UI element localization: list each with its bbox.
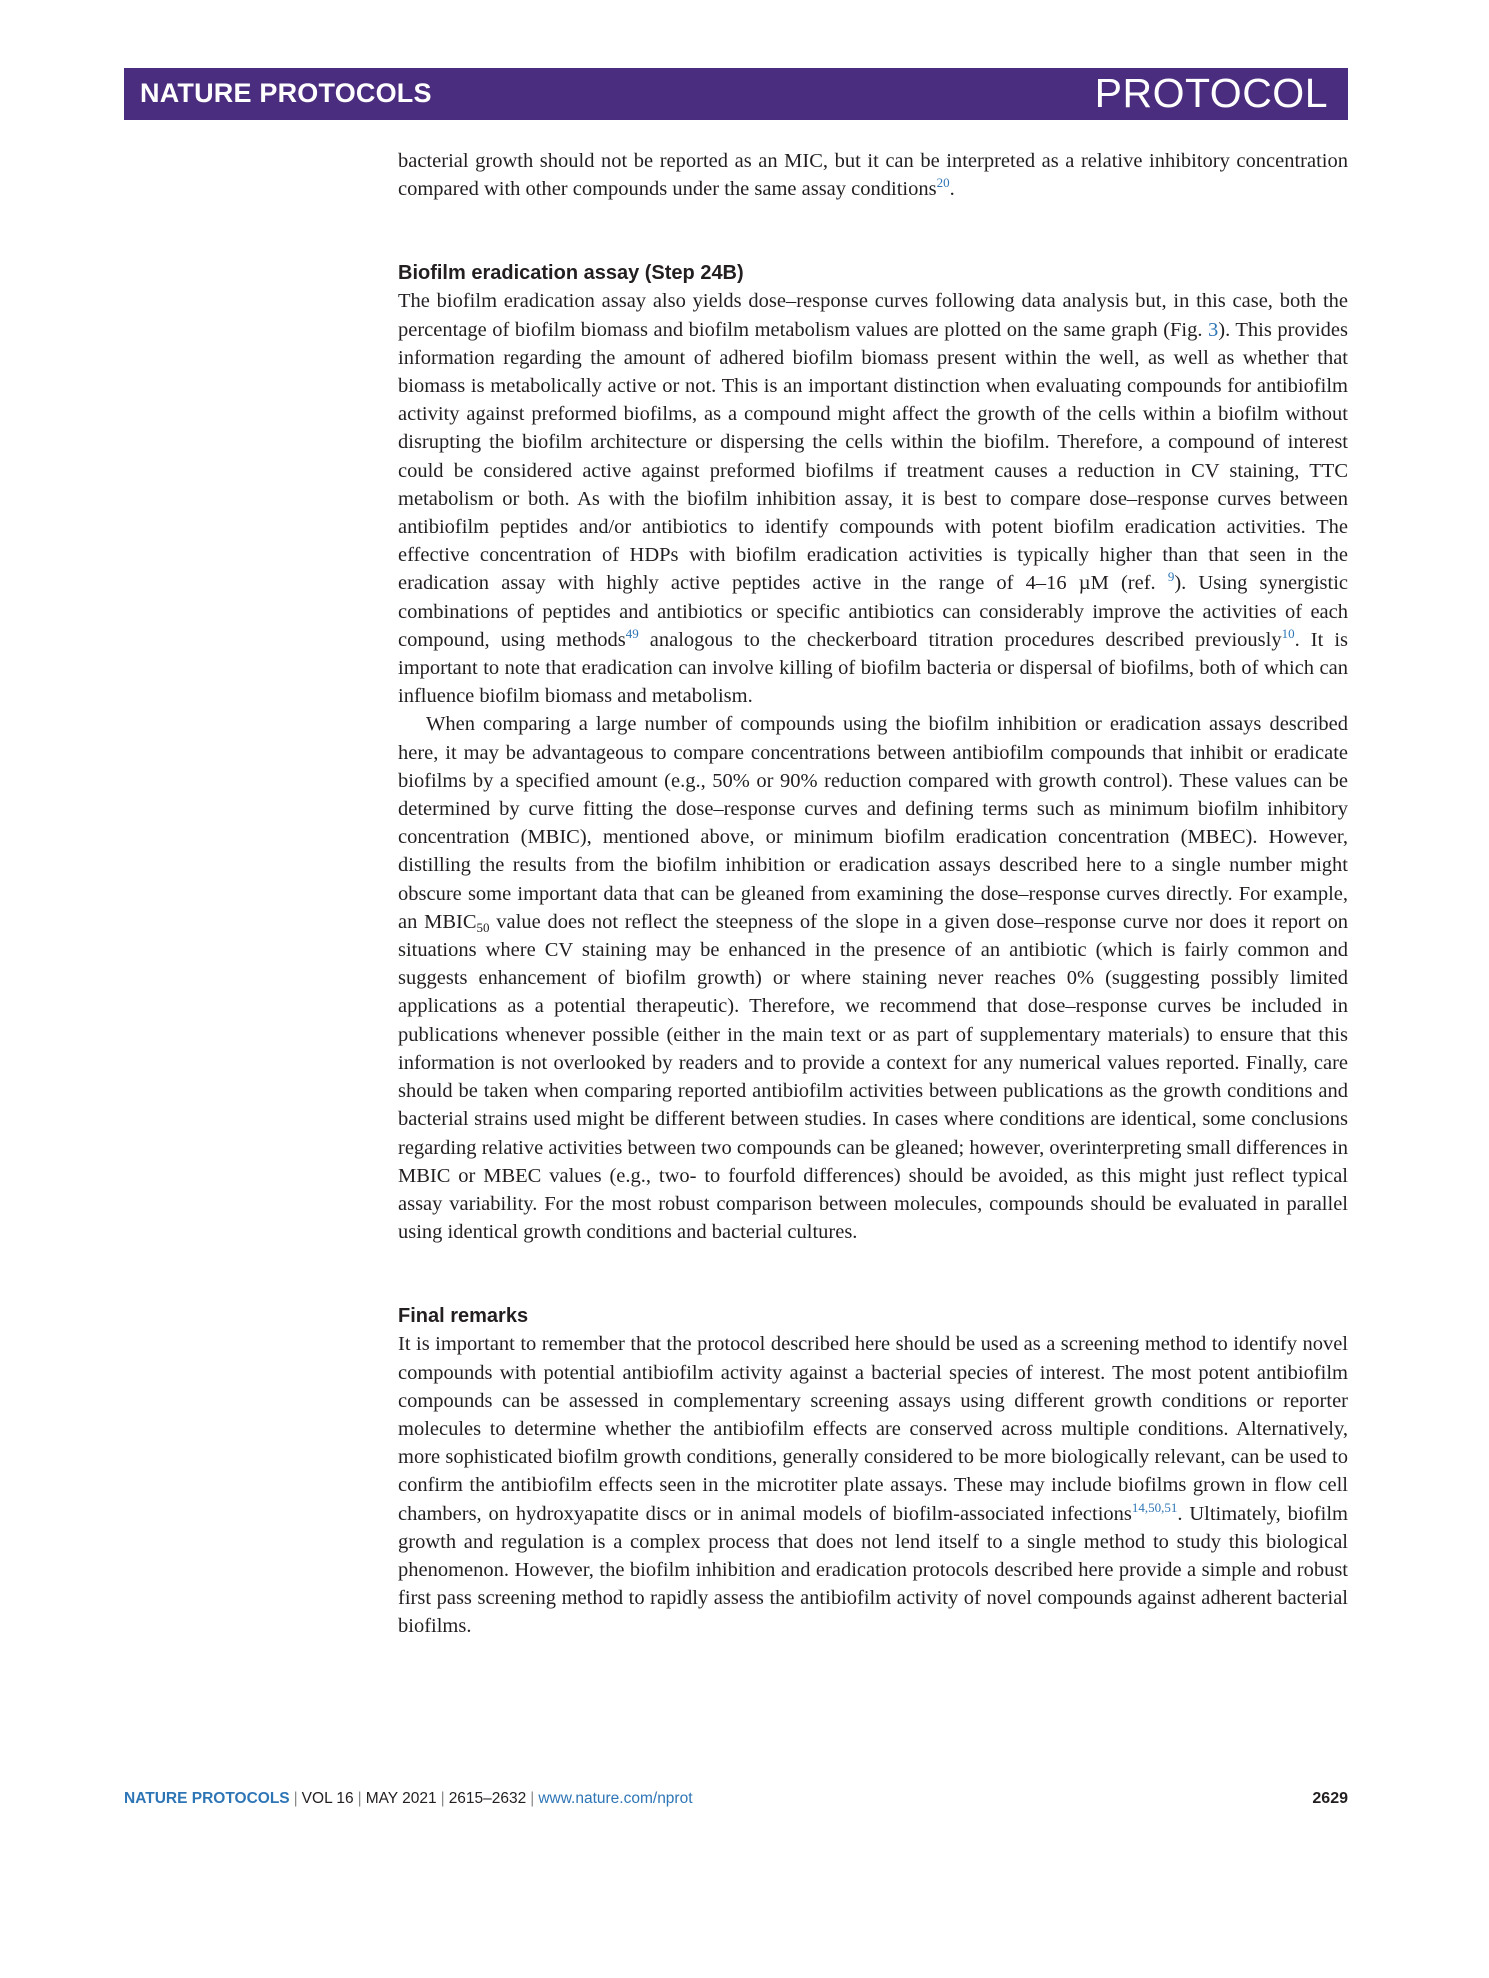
page-footer: NATURE PROTOCOLS | VOL 16 | MAY 2021 | 2615–2632 | www.nature.com/nprot 2629 [124,1790,1348,1807]
citation-link[interactable]: 9 [1167,569,1175,585]
section-heading-final-remarks: Final remarks [398,1305,529,1328]
article-type: PROTOCOL [1094,70,1328,116]
citation-link[interactable]: 14,50,51 [1131,1499,1178,1515]
section-heading-biofilm-eradication: Biofilm eradication assay (Step 24B) [398,262,744,285]
footer-date: MAY 2021 [365,1790,437,1807]
citation-link[interactable]: 20 [936,175,950,191]
article-body [398,147,1348,1641]
body-paragraph: The biofilm eradication assay also yields dose–response curves following data analysis but, in this case, both the percentage of biofilm biomass and biofilm metabolism values are plotted on the same graph (Fig. 3). This provides information regarding the amount of adhered biofilm biomass present within the well, as well as whether that biomass is metabolically active or not. This is an important distinction when evaluating compounds for antibiofilm activity against preformed biofilms, as a compound might affect the growth of the cells within a biofilm without disrupting the biofilm architecture or dispersing the cells within the biofilm. Therefore, a compound of interest could be considered active against preformed biofilms if treatment causes a reduction in CV staining, TTC metabolism or both. As with the biofilm inhibition assay, it is best to compare dose–response curves between antibiofilm peptides and/or antibiotics to identify compounds with potent biofilm eradication activities. The effective concentration of HDPs with biofilm eradication activities is typically higher than that seen in the eradication assay with highly active peptides active in the range of 4–16 µM (ref. $^9$). Using synergistic combinations of peptides and antibiotics or specific antibiotics can considerably improve the activities of each compound, using methods$^{49}$ analogous to the checkerboard titration procedures described previously$^{10}$. It is important to note that eradication can involve killing of biofilm bacteria or dispersal of biofilms, both of which can influence biofilm biomass and metabolism. [398,290,1349,708]
footer-volume: VOL 16 [301,1790,354,1807]
citation-link[interactable]: 49 [625,625,639,641]
footer-pages: 2615–2632 [448,1790,527,1807]
journal-banner [124,68,1348,120]
body-paragraph: It is important to remember that the protocol described here should be used as a screening method to identify novel compounds with potential antibiofilm activity against a bacterial species of interest. The most potent antibiofilm compounds can be assessed in complementary screening assays using different growth conditions or reporter molecules to determine whether the antibiofilm effects are conserved across multiple conditions. Alternatively, more sophisticated biofilm growth conditions, generally considered to be more biologically relevant, can be used to confirm the antibiofilm effects seen in the microtiter plate assays. These may include biofilms grown in flow cell chambers, on hydroxyapatite discs or in animal models of biofilm-associated infections$^{14,50,51}$. Ultimately, biofilm growth and regulation is a complex process that does not lend itself to a single method to study this biological phenomenon. However, the biofilm inhibition and eradication protocols described here provide a simple and robust first pass screening method to rapidly assess the antibiofilm activity of novel compounds against adherent bacterial biofilms. [398,1333,1349,1638]
footer-journal: NATURE PROTOCOLS [124,1790,290,1807]
subscript: 50 [476,919,490,935]
journal-name: NATURE PROTOCOLS [140,78,432,108]
citation-link[interactable]: 10 [1281,625,1295,641]
page-number: 2629 [1312,1790,1348,1807]
body-paragraph: When comparing a large number of compounds using the biofilm inhibition or eradication assays described here, it may be advantageous to compare concentrations between antibiofilm compounds that inhibit or eradicate biofilms by a specified amount (e.g., 50% or 90% reduction compared with growth control). These values can be determined by curve fitting the dose–response curves and defining terms such as minimum biofilm inhibitory concentration (MBIC), mentioned above, or minimum biofilm eradication concentration (MBEC). However, distilling the results from the biofilm inhibition or eradication assays described here to a single number might obscure some important data that can be gleaned from examining the dose–response curves directly. For example, an $MBIC_{50}$ value does not reflect the steepness of the slope in a given dose–response curve nor does it report on situations where CV staining may be enhanced in the presence of an antibiotic (which is fairly common and suggests enhancement of biofilm growth) or where staining never reaches 0% (suggesting possibly limited applications as a potential therapeutic). Therefore, we recommend that dose–response curves be included in publications whenever possible (either in the main text or as part of supplementary materials) to ensure that this information is not overlooked by readers and to provide a context for any numerical values reported. Finally, care should be taken when comparing reported antibiofilm activities between publications as the growth conditions and bacterial strains used might be different between studies. In cases where conditions are identical, some conclusions regarding relative activities between two compounds can be gleaned; however, overinterpreting small differences in MBIC or MBEC values (e.g., two- to fourfold differences) should be avoided, as this might just reflect typical assay variability. For the most robust comparison between molecules, compounds should be evaluated in parallel using identical growth conditions and bacterial cultures. [398,713,1348,1244]
figure-link[interactable]: 3 [1208,318,1219,341]
footer-url-link[interactable]: www.nature.com/nprot [538,1790,693,1807]
intro-paragraph: bacterial growth should not be reported as an MIC, but it can be interpreted as a relative inhibitory concentration compared with other compounds under the same assay conditions$^{20}$. [398,150,1348,201]
